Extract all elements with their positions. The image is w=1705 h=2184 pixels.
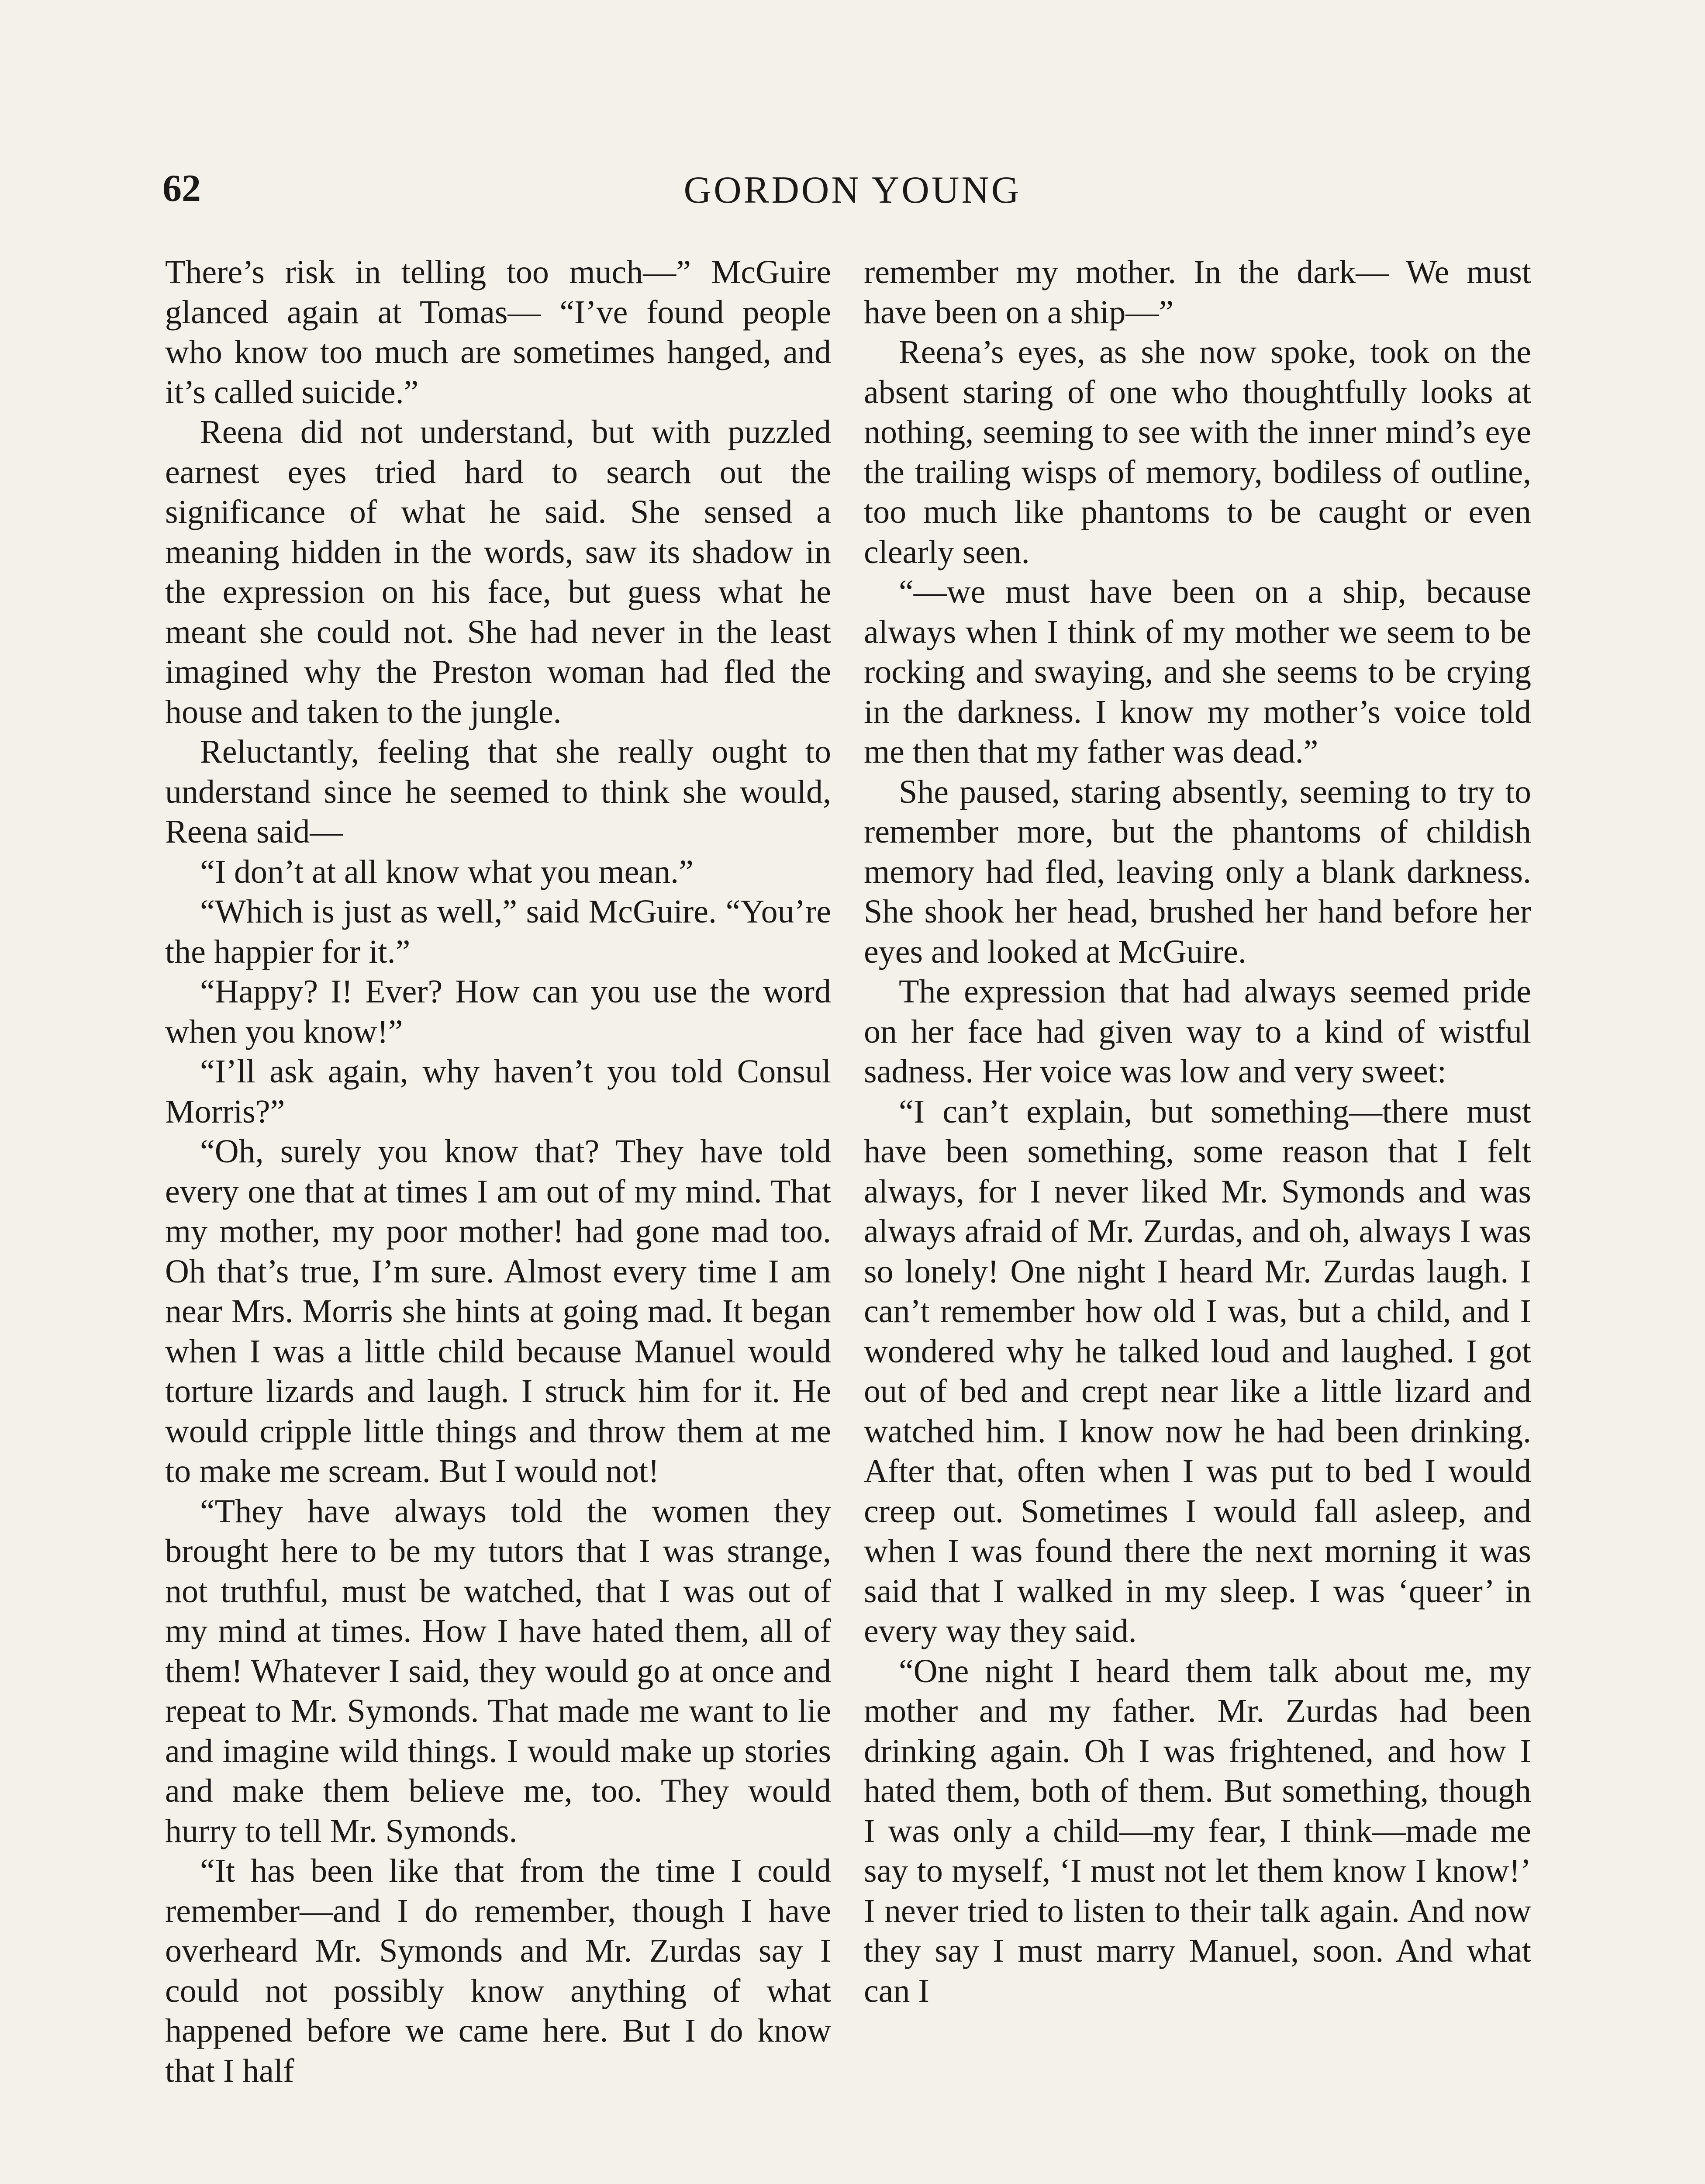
paragraph: “—we must have been on a ship, because always when I think of my mother we seem to be rocking and swaying, and she seems to be crying in the darkness. I know my mother’s voice told me then that my father was dead.”: [864, 574, 1531, 770]
paragraph: “I don’t at all know what you mean.”: [200, 853, 694, 890]
left-text-column: [165, 252, 831, 2091]
paragraph: The expression that had always seemed pride on her face had given way to a kind of wistful sadness. Her voice was low and very sweet:: [864, 973, 1531, 1090]
paragraph: Reena’s eyes, as she now spoke, took on the absent staring of one who thoughtfully looks at nothing, seeming to see with the inner mind’s eye the trailing wisps of memory, bodiless of outline, too much like phantoms to be caught or even clearly seen.: [864, 334, 1531, 570]
paragraph: “It has been like that from the time I could remember—and I do remember, though I have overheard Mr. Symonds and Mr. Zurdas say I could not possibly know anything of what happened before we came here. But I do know that I half: [165, 1852, 831, 2089]
paragraph: “Which is just as well,” said McGuire. “You’re the happier for it.”: [165, 893, 831, 970]
paragraph: “Oh, surely you know that? They have told every one that at times I am out of my mind. That my mother, my poor mother! had gone mad too. Oh that’s true, I’m sure. Almost every time I am near Mrs. Morris she hints at going mad. It began when I was a little child because Manuel would torture lizards and laugh. I struck him for it. He would cripple little things and throw them at me to make me scream. But I would not!: [165, 1133, 831, 1489]
page-number: 62: [162, 167, 201, 210]
paragraph: “One night I heard them talk about me, my mother and my father. Mr. Zurdas had been drinking again. Oh I was frightened, and how I hated them, both of them. But something, though I was only a child—my fear, I think—made me say to myself, ‘I must not let them know I know!’ I never tried to listen to their talk again. And now they say I must marry Manuel, soon. And what can I: [864, 1652, 1531, 2009]
paragraph: Reena did not understand, but with puzzled earnest eyes tried hard to search out the significance of what he said. She sensed a meaning hidden in the words, saw its shadow in the expression on his face, but guess what he meant she could not. She had never in the least imagined why the Preston woman had fled the house and taken to the jungle.: [165, 414, 831, 730]
running-head: GORDON YOUNG: [683, 169, 1022, 211]
paragraph: “Happy? I! Ever? How can you use the word when you know!”: [165, 973, 831, 1050]
paragraph: remember my mother. In the dark— We must have been on a ship—”: [864, 254, 1531, 331]
paragraph: “I’ll ask again, why haven’t you told Consul Morris?”: [165, 1053, 831, 1130]
paragraph: She paused, staring absently, seeming to try to remember more, but the phantoms of childish memory had fled, leaving only a blank darkness. She shook her head, brushed her hand before her eyes and looked at McGuire.: [864, 773, 1531, 970]
paragraph: “They have always told the women they brought here to be my tutors that I was strange, not truthful, must be watched, that I was out of my mind at times. How I have hated them, all of them! Whatever I said, they would go at once and repeat to Mr. Symonds. That made me want to lie and imagine wild things. I would make up stories and make them believe me, too. They would hurry to tell Mr. Symonds.: [165, 1493, 831, 1849]
paragraph: There’s risk in telling too much—” McGuire glanced again at Tomas— “I’ve found people who know too much are sometimes hanged, and it’s called suicide.”: [165, 254, 831, 411]
paragraph: Reluctantly, feeling that she really ought to understand since he seemed to think she would, Reena said—: [165, 733, 831, 850]
right-text-column: [864, 252, 1531, 2011]
paragraph: “I can’t explain, but something—there must have been something, some reason that I felt always, for I never liked Mr. Symonds and was always afraid of Mr. Zurdas, and oh, always I was so lonely! One night I heard Mr. Zurdas laugh. I can’t remember how old I was, but a child, and I wondered why he talked loud and laughed. I got out of bed and crept near like a little lizard and watched him. I know now he had been drinking. After that, often when I was put to bed I would creep out. Sometimes I would fall asleep, and when I was found there the next morning it was said that I walked in my sleep. I was ‘queer’ in every way they said.: [864, 1093, 1531, 1649]
